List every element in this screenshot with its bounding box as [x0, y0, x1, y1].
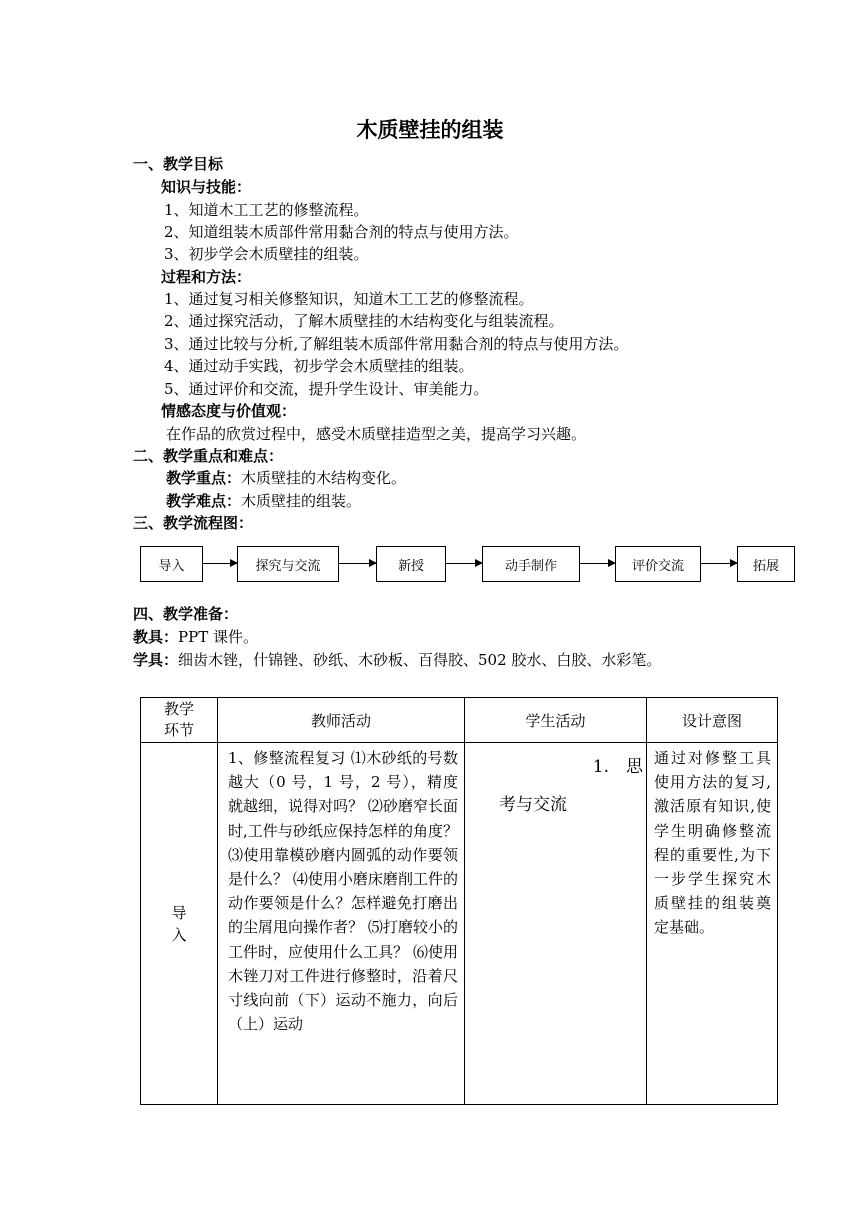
table-row: [141, 743, 778, 1105]
student-tools-text: 细齿木锉，什锦锉、砂纸、木砂板、百得胶、502 胶水、白胶、水彩笔。: [178, 651, 662, 669]
teacher-activity-cell: 1、修整流程复习 ⑴木砂纸的号数越大（0 号，1 号，2 号），精度就越细，说得对吗？ ⑵砂磨窄长面时,工件与砂纸应保持怎样的角度？ ⑶使用靠模砂磨内圆弧的动作要领是什么？ ⑷使用小磨床磨削工件的动作要领是什么？怎样避免打磨出的尘屑甩向操作者？ ⑸打磨较小的工件时，应使用什么工具？ ⑹使用木锉刀对工件进行修整时，沿着尺寸线向前（下）运动不施力，向后（上）运动: [218, 743, 465, 1105]
key-point-label: 教学重点：: [166, 469, 242, 487]
teaching-tools-text: PPT 课件。: [178, 628, 258, 646]
flow-arrow: [446, 563, 482, 564]
knowledge-item: 1、知道木工工艺的修整流程。: [164, 201, 369, 219]
flow-arrow: [339, 563, 376, 564]
stage-line: 入: [171, 925, 187, 944]
emotion-heading: 情感态度与价值观：: [161, 402, 297, 420]
student-tools: [133, 649, 661, 670]
student-activity-line: 考与交流: [499, 795, 567, 815]
flow-arrow: [580, 563, 615, 564]
process-item: 3、通过比较与分析,了解组装木质部件常用黏合剂的特点与使用方法。: [164, 335, 629, 353]
section-goals-heading: 一、教学目标: [133, 155, 224, 173]
section-key-heading: 二、教学重点和难点：: [133, 447, 284, 465]
header-stage: [141, 698, 218, 743]
student-tools-label: 学具：: [133, 651, 179, 669]
section-prep-heading: 四、教学准备：: [133, 605, 239, 623]
flow-step-explore: 探究与交流: [237, 546, 339, 582]
student-activity-cell: [465, 743, 647, 1105]
header-stage-line: 环节: [163, 721, 194, 739]
process-item: 4、通过动手实践，初步学会木质壁挂的组装。: [164, 357, 474, 375]
emotion-text: 在作品的欣赏过程中，感受木质壁挂造型之美，提高学习兴趣。: [166, 425, 587, 443]
process-item: 2、通过探究活动，了解木质壁挂的木结构变化与组装流程。: [164, 312, 564, 330]
difficult-point-label: 教学难点：: [166, 492, 242, 510]
process-heading: 过程和方法：: [161, 268, 252, 286]
process-item: 5、通过评价和交流，提升学生设计、审美能力。: [164, 380, 489, 398]
teaching-tools: [133, 626, 258, 647]
flow-arrow: [203, 563, 237, 564]
flow-step-intro: 导入: [140, 546, 203, 582]
lesson-plan-table: [140, 697, 778, 1105]
header-student: 学生活动: [465, 698, 647, 743]
flow-step-make: 动手制作: [482, 546, 580, 582]
flow-step-evaluate: 评价交流: [615, 546, 701, 582]
student-activity-line: 1. 思: [592, 757, 643, 777]
flow-arrow: [701, 563, 737, 564]
flow-step-new: 新授: [376, 546, 446, 582]
section-flow-heading: 三、教学流程图：: [133, 514, 254, 532]
difficult-point: [166, 490, 361, 511]
knowledge-item: 3、初步学会木质壁挂的组装。: [164, 245, 369, 263]
header-teacher: 教师活动: [218, 698, 465, 743]
key-point-text: 木质壁挂的木结构变化。: [241, 469, 407, 487]
knowledge-item: 2、知道组装木质部件常用黏合剂的特点与使用方法。: [164, 223, 519, 241]
design-intent-cell: 通过对修整工具使用方法的复习,激活原有知识,使学生明确修整流程的重要性,为下一步学生探究木质壁挂的组装奠定基础。: [647, 743, 778, 1105]
knowledge-heading: 知识与技能：: [161, 178, 252, 196]
table-header-row: [141, 698, 778, 743]
page-title: 木质壁挂的组装: [356, 118, 504, 142]
stage-line: 导: [171, 903, 187, 922]
key-point: [166, 467, 406, 488]
header-stage-line: 教学: [163, 700, 194, 718]
process-item: 1、通过复习相关修整知识，知道木工工艺的修整流程。: [164, 290, 534, 308]
flow-step-extend: 拓展: [737, 546, 795, 582]
teaching-tools-label: 教具：: [133, 628, 179, 646]
stage-cell: [141, 743, 218, 1105]
header-design: 设计意图: [647, 698, 778, 743]
difficult-point-text: 木质壁挂的组装。: [241, 492, 362, 510]
